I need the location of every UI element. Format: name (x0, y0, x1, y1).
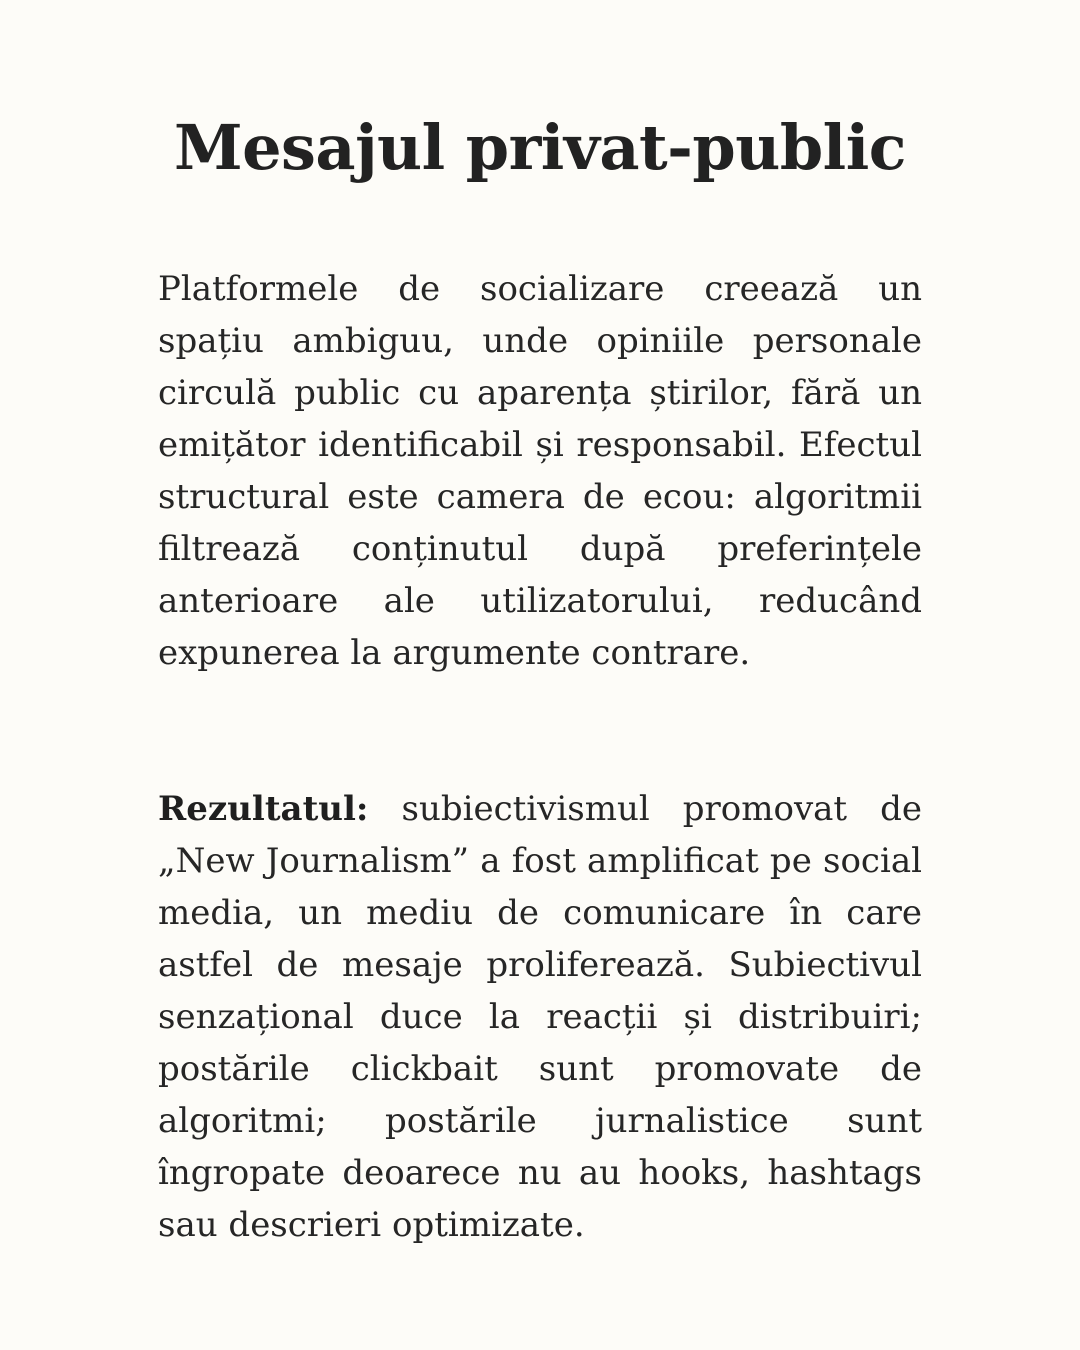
page-title: Mesajul privat-public (173, 111, 907, 184)
paragraph-echo-chamber: Platformele de socializare creează un spațiu ambiguu, unde opiniile personale circulă public cu aparența știrilor, fără un emițător identificabil și responsabil. Efectul structural este camera de ecou: algoritmii filtrează conținutul după preferințele anterioare ale utilizatorului, reducând expunerea la argumente contrare. (158, 269, 922, 673)
result-body-text: subiectivismul promovat de „New Journalism” a fost amplificat pe social media, un mediu de comunicare în care astfel de mesaje proliferează. Subiectivul senzațional duce la reacții și distribuiri; postările clickbait sunt promovate de algoritmi; postările jurnalistice sunt îngropate deoarece nu au hooks, hashtags sau descrieri optimizate. (158, 789, 922, 1245)
result-lead-label: Rezultatul: (158, 789, 369, 829)
paragraph-result (158, 783, 922, 1251)
